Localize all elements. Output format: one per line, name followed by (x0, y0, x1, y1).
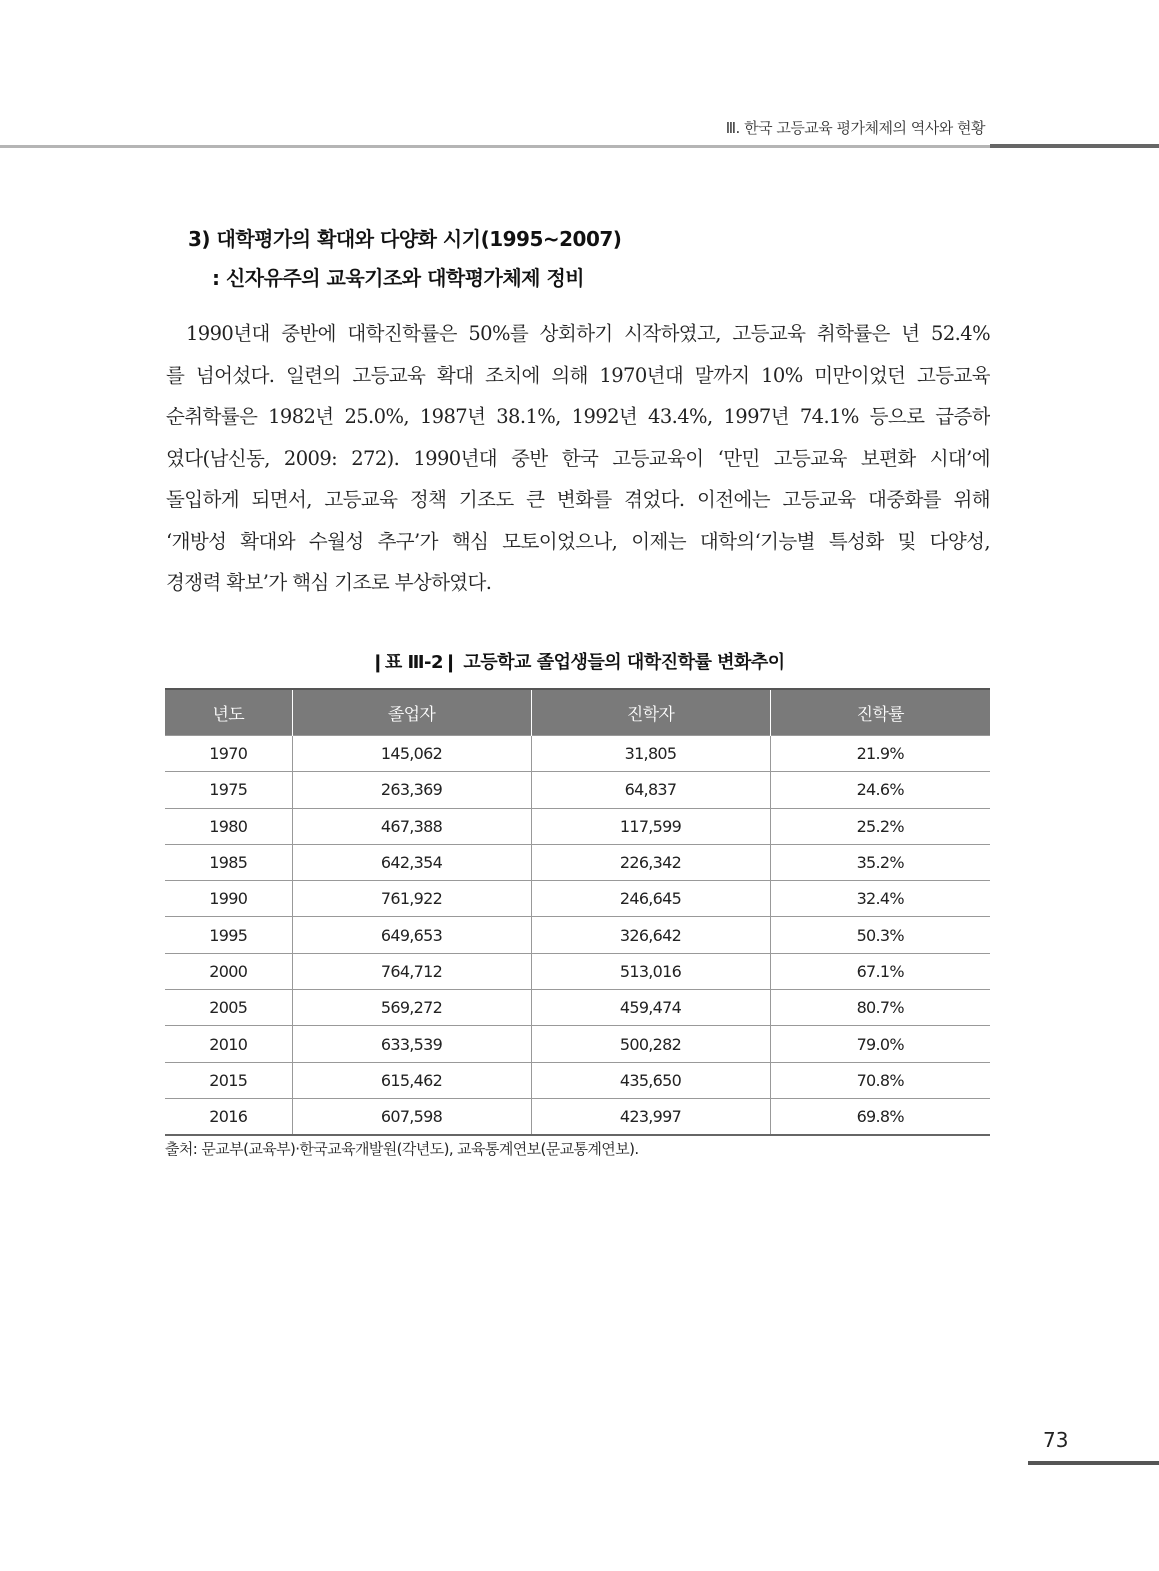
table-row (165, 1062, 990, 1098)
table-source: 출처: 문교부(교육부)·한국교육개발원(각년도), 교육통계연보(문교통계연보). (165, 1140, 639, 1158)
cell-year: 1985 (165, 844, 292, 880)
table-row (165, 990, 990, 1026)
table-caption: ❙표 Ⅲ-2❙ 고등학교 졸업생들의 대학진학률 변화추이 (370, 652, 785, 673)
cell-rate: 80.7% (770, 990, 990, 1026)
cell-rate: 50.3% (770, 917, 990, 953)
cell-year: 2005 (165, 990, 292, 1026)
enrollment-table (165, 688, 990, 1136)
cell-graduates: 764,712 (292, 953, 531, 989)
cell-rate: 32.4% (770, 881, 990, 917)
header-rule-accent (990, 144, 1159, 148)
cell-graduates: 607,598 (292, 1098, 531, 1135)
header-year: 년도 (165, 689, 292, 736)
cell-rate: 25.2% (770, 808, 990, 844)
table-row (165, 772, 990, 808)
cell-graduates: 467,388 (292, 808, 531, 844)
cell-year: 2000 (165, 953, 292, 989)
table-header-row (165, 689, 990, 736)
cell-entrants: 226,342 (531, 844, 770, 880)
cell-graduates: 569,272 (292, 990, 531, 1026)
cell-year: 2016 (165, 1098, 292, 1135)
page-number: 73 (1043, 1428, 1069, 1452)
cell-year: 1980 (165, 808, 292, 844)
paragraph-line: 1990년대 중반에 대학진학률은 50%를 상회하기 시작하였고, 고등교육 취학률은 년 52.4% (186, 322, 990, 345)
body-paragraph (166, 313, 990, 604)
table-row (165, 953, 990, 989)
table-row (165, 844, 990, 880)
cell-graduates: 761,922 (292, 881, 531, 917)
cell-year: 1975 (165, 772, 292, 808)
cell-year: 2015 (165, 1062, 292, 1098)
cell-year: 1990 (165, 881, 292, 917)
cell-year: 1995 (165, 917, 292, 953)
cell-entrants: 513,016 (531, 953, 770, 989)
cell-entrants: 64,837 (531, 772, 770, 808)
paragraph-line: 를 넘어섰다. 일련의 고등교육 확대 조치에 의해 1970년대 말까지 10% 미만이었던 고등교육 (166, 363, 990, 387)
cell-year: 1970 (165, 736, 292, 772)
table-row (165, 881, 990, 917)
cell-rate: 70.8% (770, 1062, 990, 1098)
cell-rate: 69.8% (770, 1098, 990, 1135)
header-entrants: 진학자 (531, 689, 770, 736)
section-title: 3) 대학평가의 확대와 다양화 시기(1995~2007) (188, 227, 622, 251)
table-row (165, 808, 990, 844)
cell-entrants: 326,642 (531, 917, 770, 953)
paragraph-line: 였다(남신동, 2009: 272). 1990년대 중반 한국 고등교육이 ‘만민 고등교육 보편화 시대’에 (166, 446, 990, 470)
cell-entrants: 423,997 (531, 1098, 770, 1135)
cell-rate: 35.2% (770, 844, 990, 880)
cell-graduates: 145,062 (292, 736, 531, 772)
table-row (165, 1098, 990, 1135)
cell-rate: 67.1% (770, 953, 990, 989)
paragraph-line: ‘개방성 확대와 수월성 추구’가 핵심 모토이었으나, 이제는 대학의‘기능별 특성화 및 다양성, (166, 529, 990, 553)
header-graduates: 졸업자 (292, 689, 531, 736)
section-subtitle: : 신자유주의 교육기조와 대학평가체제 정비 (212, 266, 585, 290)
paragraph-line: 순취학률은 1982년 25.0%, 1987년 38.1%, 1992년 43.4%, 1997년 74.1% 등으로 급증하 (166, 405, 990, 428)
cell-entrants: 435,650 (531, 1062, 770, 1098)
cell-entrants: 459,474 (531, 990, 770, 1026)
paragraph-line: 경쟁력 확보’가 핵심 기조로 부상하였다. (166, 571, 492, 594)
table-row (165, 917, 990, 953)
cell-graduates: 649,653 (292, 917, 531, 953)
cell-graduates: 615,462 (292, 1062, 531, 1098)
running-header: Ⅲ. 한국 고등교육 평가체제의 역사와 현황 (725, 119, 985, 137)
cell-rate: 24.6% (770, 772, 990, 808)
cell-entrants: 246,645 (531, 881, 770, 917)
table-row (165, 736, 990, 772)
cell-graduates: 642,354 (292, 844, 531, 880)
cell-rate: 79.0% (770, 1026, 990, 1062)
cell-entrants: 31,805 (531, 736, 770, 772)
paragraph-line: 돌입하게 되면서, 고등교육 정책 기조도 큰 변화를 겪었다. 이전에는 고등교육 대중화를 위해 (166, 488, 990, 511)
cell-entrants: 117,599 (531, 808, 770, 844)
cell-graduates: 263,369 (292, 772, 531, 808)
cell-year: 2010 (165, 1026, 292, 1062)
header-rule (0, 145, 990, 148)
page-number-rule (1028, 1461, 1159, 1465)
cell-rate: 21.9% (770, 736, 990, 772)
table-row (165, 1026, 990, 1062)
cell-graduates: 633,539 (292, 1026, 531, 1062)
cell-entrants: 500,282 (531, 1026, 770, 1062)
header-rate: 진학률 (770, 689, 990, 736)
